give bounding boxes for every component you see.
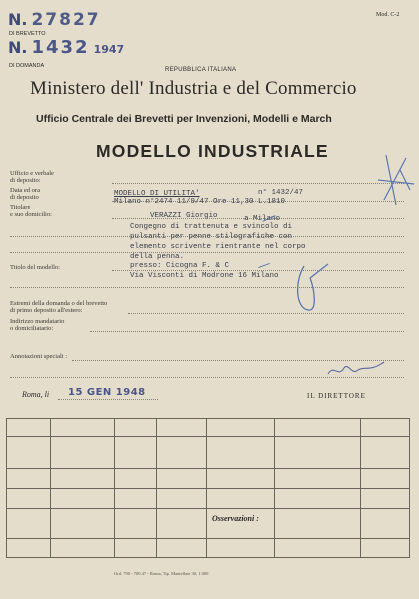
pen-circle-mark bbox=[292, 258, 334, 318]
typed-line-7: della penna. bbox=[130, 253, 185, 261]
grid-line-left bbox=[6, 418, 7, 558]
titolare-line-3 bbox=[10, 252, 404, 253]
indirizzo-label-line1: Indirizzo mandatario bbox=[10, 318, 65, 325]
grid-line-h3 bbox=[6, 488, 410, 489]
typed-line-4: Congegno di trattenuta e svincolo di bbox=[130, 223, 293, 231]
data-label-line2: di deposito bbox=[10, 194, 39, 201]
titolo-label: Titolo del modello: bbox=[10, 264, 60, 271]
grid-line-top bbox=[6, 418, 410, 419]
typed-line-3-city: a Milano bbox=[244, 215, 281, 223]
office-title: Ufficio Centrale dei Brevetti per Invenzioni, Modelli e March bbox=[36, 113, 332, 125]
brevetto-n-value: 27827 bbox=[31, 10, 101, 30]
ministry-title: Ministero dell' Industria e del Commercio bbox=[30, 78, 357, 99]
grid-line-v4 bbox=[206, 418, 207, 558]
titolare-label-line2: e suo domicilio: bbox=[10, 211, 52, 218]
grid-line-v6 bbox=[360, 418, 361, 558]
pen-check-mark bbox=[258, 263, 270, 268]
grid-line-bottom bbox=[6, 557, 410, 558]
typed-line-1-number: n° 1432/47 bbox=[258, 189, 304, 197]
titolare-label bbox=[10, 204, 52, 218]
grid-line-h4 bbox=[6, 508, 410, 509]
typed-line-1: MODELLO DI UTILITA' bbox=[114, 190, 200, 198]
pen-initials-mark bbox=[326, 360, 386, 380]
titolare-label-line1: Titolare bbox=[10, 204, 31, 211]
typed-line-5: pulsanti per penne stilografiche con bbox=[130, 233, 293, 241]
domanda-number bbox=[8, 37, 124, 58]
roma-line bbox=[58, 399, 158, 400]
typed-line-9: Via Visconti di Modrone 16 Milano bbox=[130, 272, 279, 280]
print-info: Ord. 790 - 700.47 - Roma, Tip. Mantellate 30, 1.000 bbox=[114, 571, 209, 576]
indirizzo-label-line2: o domiciliatario: bbox=[10, 325, 54, 332]
grid-line-v1 bbox=[50, 418, 51, 558]
grid-line-v2 bbox=[114, 418, 115, 558]
grid-line-h2 bbox=[6, 468, 410, 469]
grid-line-v5 bbox=[274, 418, 275, 558]
typed-line-8: presso: Cicogna F. & C bbox=[130, 262, 230, 270]
domanda-n-label: N. bbox=[8, 38, 28, 57]
typed-line-6: elemento scrivente rientrante nel corpo bbox=[130, 243, 306, 251]
di-domanda-label: DI DOMANDA bbox=[9, 63, 45, 69]
data-label-line1: Data ed ora bbox=[10, 187, 40, 194]
ufficio-label-line2: di deposito: bbox=[10, 177, 41, 184]
direttore-label: IL DIRETTORE bbox=[307, 392, 366, 400]
ufficio-line bbox=[112, 183, 404, 184]
estremi-label bbox=[10, 300, 107, 314]
pen-signature-top-right bbox=[376, 150, 416, 210]
brevetto-n-label: N. bbox=[8, 10, 28, 29]
observations-grid bbox=[6, 418, 410, 558]
titolo-line bbox=[112, 270, 404, 271]
titolo-line-2 bbox=[10, 287, 404, 288]
brevetto-number bbox=[8, 10, 101, 30]
osservazioni-label: Osservazioni : bbox=[212, 514, 259, 523]
roma-label: Roma, li bbox=[22, 390, 50, 399]
typed-line-3: VERAZZI Giorgio bbox=[150, 212, 218, 220]
indirizzo-line bbox=[90, 331, 404, 332]
grid-line-v3 bbox=[156, 418, 157, 558]
estremi-line bbox=[128, 313, 404, 314]
estremi-label-line1: Estremi della domanda o del brevetto bbox=[10, 300, 108, 307]
typed-line-2: Milano n°2474 11/9/47 Ore 11,30 L.1810 bbox=[114, 198, 286, 206]
domanda-n-value: 1432 bbox=[31, 37, 90, 58]
indirizzo-label bbox=[10, 318, 64, 332]
estremi-label-line2: di primo deposito all'estero: bbox=[10, 307, 83, 314]
form-title: MODELLO INDUSTRIALE bbox=[96, 141, 329, 161]
annotazioni-label: Annotazioni speciali : bbox=[10, 353, 68, 360]
republic-label: REPUBBLICA ITALIANA bbox=[165, 67, 237, 73]
ufficio-label bbox=[10, 170, 54, 184]
di-brevetto-label: DI BREVETTO bbox=[9, 31, 46, 37]
domanda-n-year: 1947 bbox=[93, 43, 125, 56]
grid-line-h1 bbox=[6, 436, 410, 437]
grid-line-h5 bbox=[6, 538, 410, 539]
modulo-code: Mod. C-2 bbox=[376, 12, 400, 18]
ufficio-label-line1: Ufficio e verbale bbox=[10, 170, 54, 177]
data-label bbox=[10, 187, 40, 201]
grid-line-right bbox=[409, 418, 410, 558]
date-stamp: 15 GEN 1948 bbox=[68, 387, 146, 398]
